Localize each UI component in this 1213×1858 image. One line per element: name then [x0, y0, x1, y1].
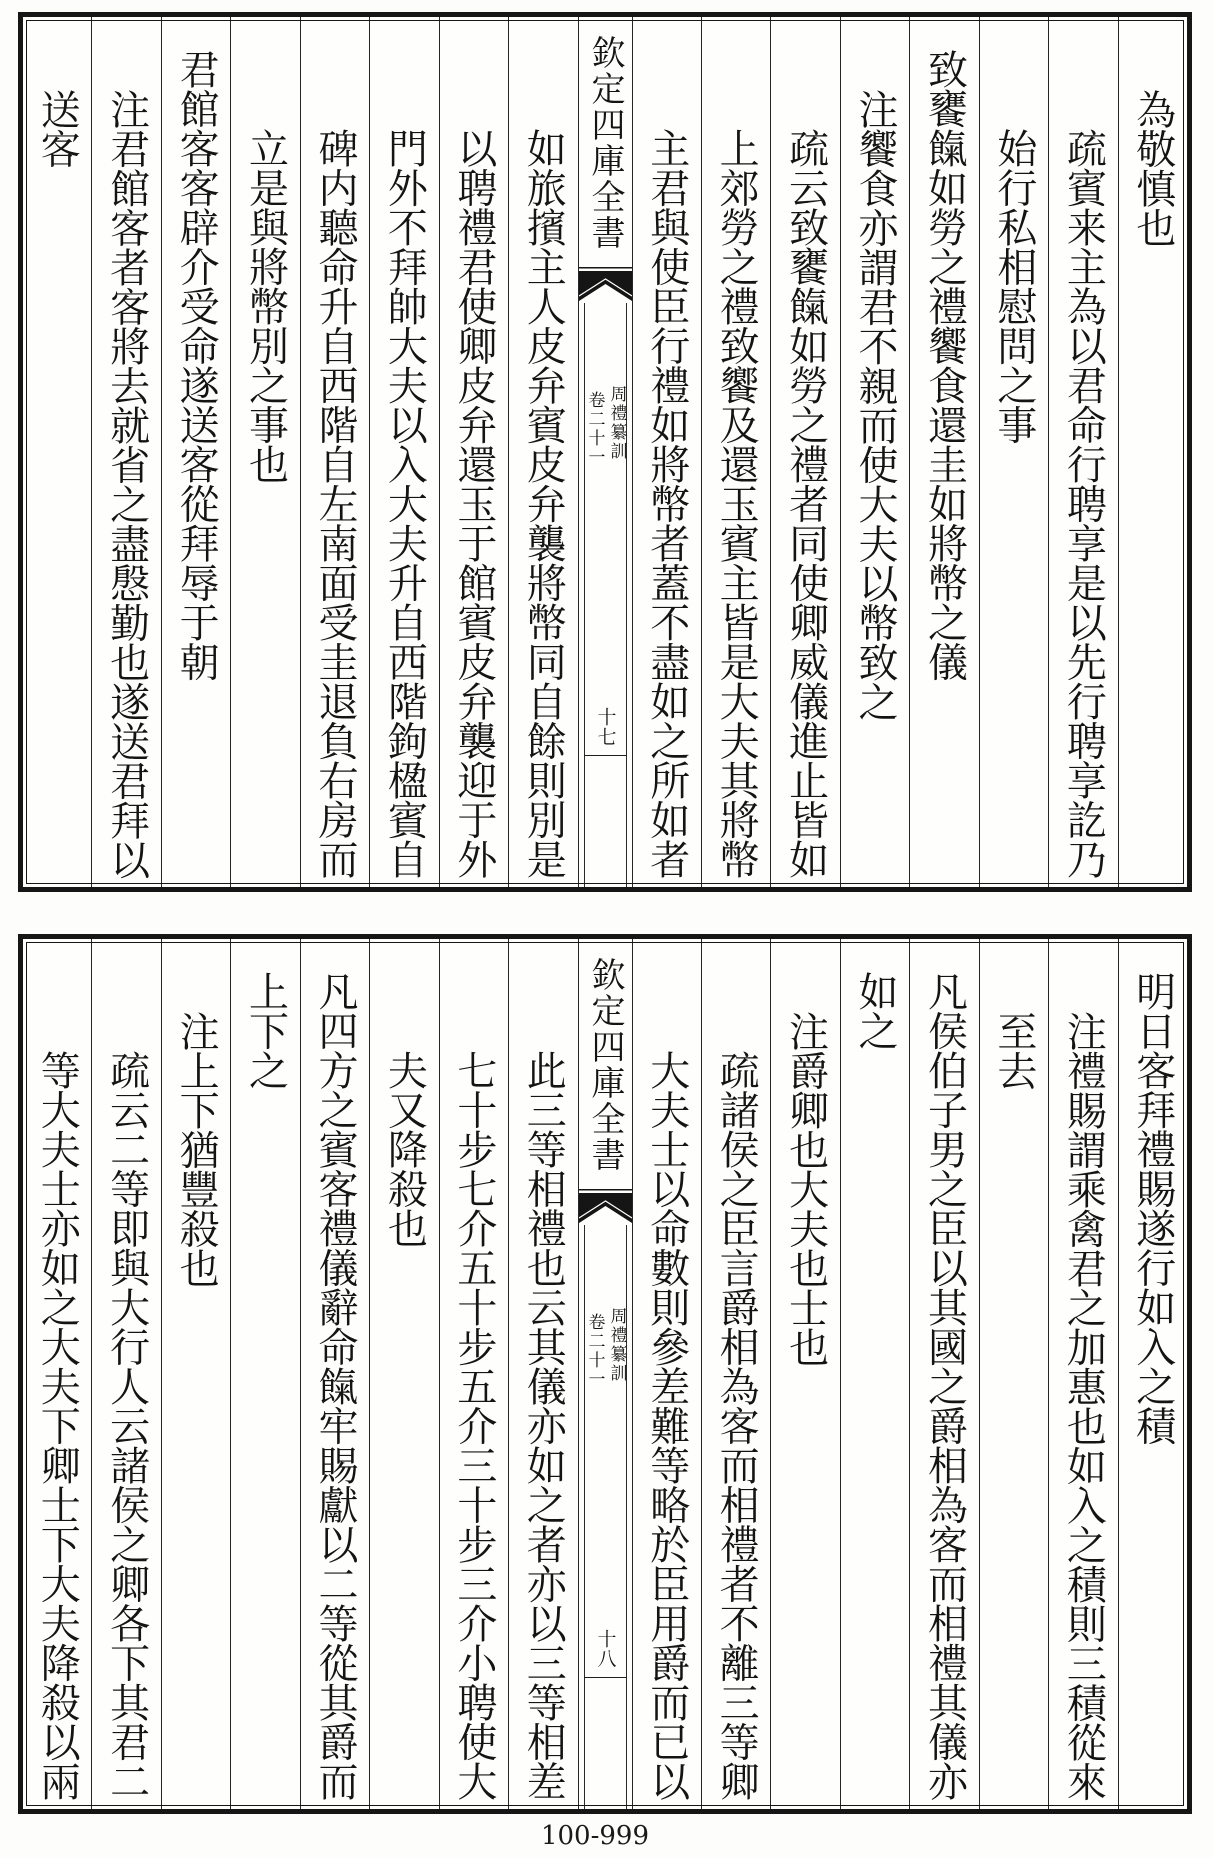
folio-rule [584, 755, 627, 756]
folio-number-text: 十七 [594, 707, 617, 747]
column-text: 上郊勞之禮致饗及還玉賓主皆是大夫其將幣 [713, 128, 760, 879]
text-column [702, 17, 771, 887]
book-title [579, 957, 632, 1173]
column-text: 注爵卿也大夫也士也 [782, 1010, 829, 1366]
column-text: 上下之 [242, 971, 289, 1090]
text-column [633, 939, 702, 1809]
column-text: 凡侯伯子男之臣以其國之爵相為客而相禮其儀亦 [921, 971, 968, 1801]
volume-label: 卷二十一 [584, 391, 605, 467]
text-column [509, 939, 578, 1809]
text-column [980, 939, 1049, 1809]
text-column [231, 17, 300, 887]
work-title: 周禮纂訓 [606, 385, 627, 461]
column-text: 如旅擯主人皮弁賓皮弁襲將幣同自餘則別是 [520, 128, 567, 879]
text-column [231, 939, 300, 1809]
center-margin [579, 939, 633, 1809]
text-column [301, 17, 370, 887]
column-text: 大夫士以命數則參差難等略於臣用爵而已以 [643, 1050, 690, 1801]
column-text: 為敬慎也 [1129, 88, 1176, 247]
text-column [910, 17, 979, 887]
text-column [633, 17, 702, 887]
text-column [771, 17, 840, 887]
running-title [579, 1307, 632, 1389]
column-text: 始行私相慰問之事 [990, 128, 1037, 444]
column-text: 注饗食亦謂君不親而使大夫以幣致之 [852, 88, 899, 721]
column-text: 疏云二等即與大行人云諸侯之卿各下其君二 [103, 1050, 150, 1801]
column-text: 七十步七介五十步五介三十步三介小聘使大 [450, 1050, 497, 1801]
column-text: 疏諸侯之臣言爵相為客而相禮者不離三等卿 [713, 1050, 760, 1801]
column-text: 注禮賜謂乘禽君之加惠也如入之積則三積從來 [1060, 1010, 1107, 1801]
center-margin [579, 17, 633, 887]
column-text: 主君與使臣行禮如將幣者蓋不盡如之所如者 [643, 128, 690, 879]
text-column [440, 17, 509, 887]
text-column [162, 17, 231, 887]
book-title-text: 欽定四庫全書 [585, 35, 625, 251]
folio-number [579, 707, 632, 747]
column-text: 明日客拜禮賜遂行如入之積 [1129, 971, 1176, 1445]
text-column [92, 17, 161, 887]
text-column [440, 939, 509, 1809]
column-text: 至去 [990, 1010, 1037, 1090]
column-text: 以聘禮君使卿皮弁還玉于館賓皮弁襲迎于外 [450, 128, 497, 879]
text-column [23, 17, 92, 887]
text-column [910, 939, 979, 1809]
page-panel-bottom [18, 934, 1192, 1814]
text-column [702, 939, 771, 1809]
column-text: 注君館客者客將去就省之盡慇勤也遂送君拜以 [103, 88, 150, 879]
text-column [1119, 939, 1187, 1809]
fish-tail-mark [579, 1189, 632, 1225]
column-text: 夫又降殺也 [381, 1050, 428, 1248]
column-text: 凡四方之賓客禮儀辭命餼牢賜獻以二等從其爵而 [311, 971, 358, 1801]
text-column [841, 17, 910, 887]
book-title [579, 35, 632, 251]
column-text: 注上下猶豐殺也 [173, 1010, 220, 1287]
text-column [841, 939, 910, 1809]
column-text: 此三等相禮也云其儀亦如之者亦以三等相差 [520, 1050, 567, 1801]
text-column [771, 939, 840, 1809]
column-text: 如之 [852, 971, 899, 1050]
fish-tail-mark [579, 267, 632, 303]
column-text: 致饔餼如勞之禮饗食還圭如將幣之儀 [921, 49, 968, 681]
volume-label: 卷二十一 [584, 1313, 605, 1389]
folio-number-text: 十八 [594, 1629, 617, 1669]
text-column [509, 17, 578, 887]
text-column [370, 17, 439, 887]
text-column [162, 939, 231, 1809]
text-column [1049, 939, 1118, 1809]
column-text: 門外不拜帥大夫以入大夫升自西階鉤楹賓自 [381, 128, 428, 879]
folio-number [579, 1629, 632, 1669]
column-text: 疏云致饔餼如勞之禮者同使卿威儀進止皆如 [782, 128, 829, 879]
page-number: 100-999 [540, 1821, 650, 1851]
text-column [980, 17, 1049, 887]
column-text: 等大夫士亦如之大夫下卿士下大夫降殺以兩 [34, 1050, 81, 1801]
text-column [1049, 17, 1118, 887]
text-column [370, 939, 439, 1809]
folio-rule [584, 1677, 627, 1678]
running-title [579, 385, 632, 467]
text-column [301, 939, 370, 1809]
work-title: 周禮纂訓 [606, 1307, 627, 1383]
column-text: 立是與將幣別之事也 [242, 128, 289, 484]
column-text: 君館客客辟介受命遂送客從拜辱于朝 [173, 49, 220, 681]
column-text: 疏賓来主為以君命行聘享是以先行聘享訖乃 [1060, 128, 1107, 879]
text-column [1119, 17, 1187, 887]
column-text: 送客 [34, 88, 81, 168]
text-column [23, 939, 92, 1809]
column-text: 碑内聽命升自西階自左南面受圭退負右房而 [311, 128, 358, 879]
page-panel-top [18, 12, 1192, 892]
book-title-text: 欽定四庫全書 [585, 957, 625, 1173]
text-column [92, 939, 161, 1809]
